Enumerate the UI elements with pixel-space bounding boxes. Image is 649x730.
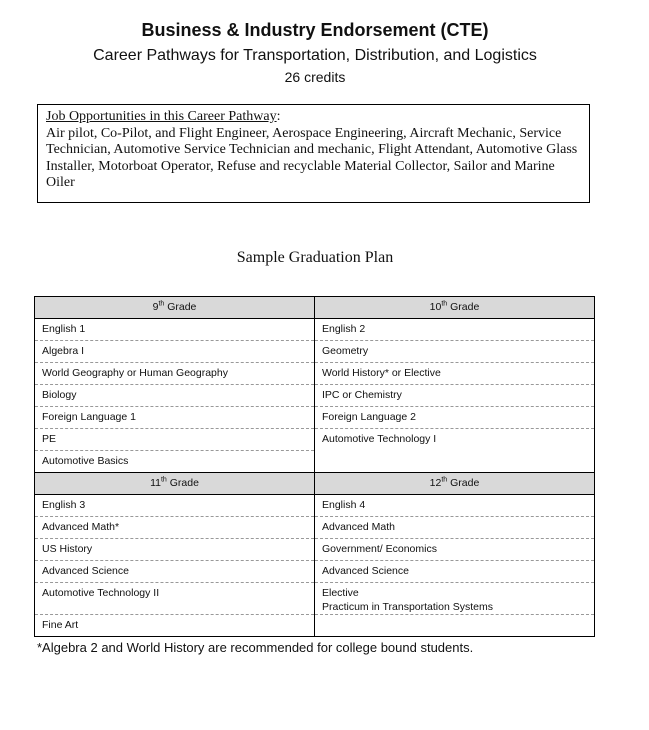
page-title: Business & Industry Endorsement (CTE) <box>141 20 489 40</box>
graduation-plan-table <box>34 296 595 637</box>
course-cell: Government/ Economics <box>315 539 595 561</box>
course-cell: Automotive Basics <box>35 451 315 473</box>
grade-9-label: Grade <box>167 301 197 313</box>
footnote: *Algebra 2 and World History are recommended for college bound students. <box>37 640 474 655</box>
course-line: Elective <box>322 587 359 599</box>
course-cell: IPC or Chemistry <box>315 385 595 407</box>
credits-label: 26 credits <box>284 69 346 85</box>
course-cell: Algebra I <box>35 341 315 363</box>
grade-9-suffix: th <box>158 300 165 308</box>
course-cell: Automotive Technology I <box>315 429 595 473</box>
course-cell: Foreign Language 2 <box>315 407 595 429</box>
job-opportunities-colon: : <box>276 109 281 124</box>
grade-11-label: Grade <box>169 477 199 489</box>
grade-10-header <box>315 297 595 319</box>
course-cell: English 4 <box>315 495 595 517</box>
grade-11-number: 11 <box>150 477 161 489</box>
grade-11-suffix: th <box>160 476 167 484</box>
course-cell: World Geography or Human Geography <box>35 363 315 385</box>
course-cell: US History <box>35 539 315 561</box>
course-cell: Biology <box>35 385 315 407</box>
job-opportunities-box <box>37 104 590 203</box>
course-cell: Geometry <box>315 341 595 363</box>
course-cell: Foreign Language 1 <box>35 407 315 429</box>
grade-10-suffix: th <box>441 300 448 308</box>
grade-12-label: Grade <box>450 477 480 489</box>
grade-12-number: 12 <box>429 477 442 489</box>
grade-9-number: 9 <box>152 301 159 313</box>
course-cell: Advanced Science <box>315 561 595 583</box>
course-cell: Fine Art <box>35 615 315 637</box>
course-cell: Advanced Math* <box>35 517 315 539</box>
empty-cell <box>315 615 595 637</box>
job-opportunities-heading: Job Opportunities in this Career Pathway <box>46 109 277 124</box>
course-cell: English 1 <box>35 319 315 341</box>
page-subtitle: Career Pathways for Transportation, Distribution, and Logistics <box>93 47 537 64</box>
plan-title: Sample Graduation Plan <box>236 249 394 266</box>
grade-12-suffix: th <box>441 476 448 484</box>
course-cell-multi <box>315 583 595 615</box>
job-opportunities-text: Air pilot, Co-Pilot, and Flight Engineer, Aerospace Engineering, Aircraft Mechanic, Service Technician, Automotive Service Technician and mechanic, Flight Attendant, Automotive Glass Installer, Motorboat Operator, Refuse and recyclable Material Collector, Sailor and Marine Oiler <box>46 125 578 190</box>
course-cell: Advanced Math <box>315 517 595 539</box>
course-cell: World History* or Elective <box>315 363 595 385</box>
grade-10-label: Grade <box>450 301 480 313</box>
grade-10-number: 10 <box>429 301 442 313</box>
grade-12-header <box>315 473 595 495</box>
course-cell: Automotive Technology II <box>35 583 315 615</box>
course-cell: PE <box>35 429 315 451</box>
course-cell: Advanced Science <box>35 561 315 583</box>
grade-11-header <box>35 473 315 495</box>
grade-9-header <box>35 297 315 319</box>
course-line: Practicum in Transportation Systems <box>322 601 493 613</box>
course-cell: English 2 <box>315 319 595 341</box>
course-cell: English 3 <box>35 495 315 517</box>
